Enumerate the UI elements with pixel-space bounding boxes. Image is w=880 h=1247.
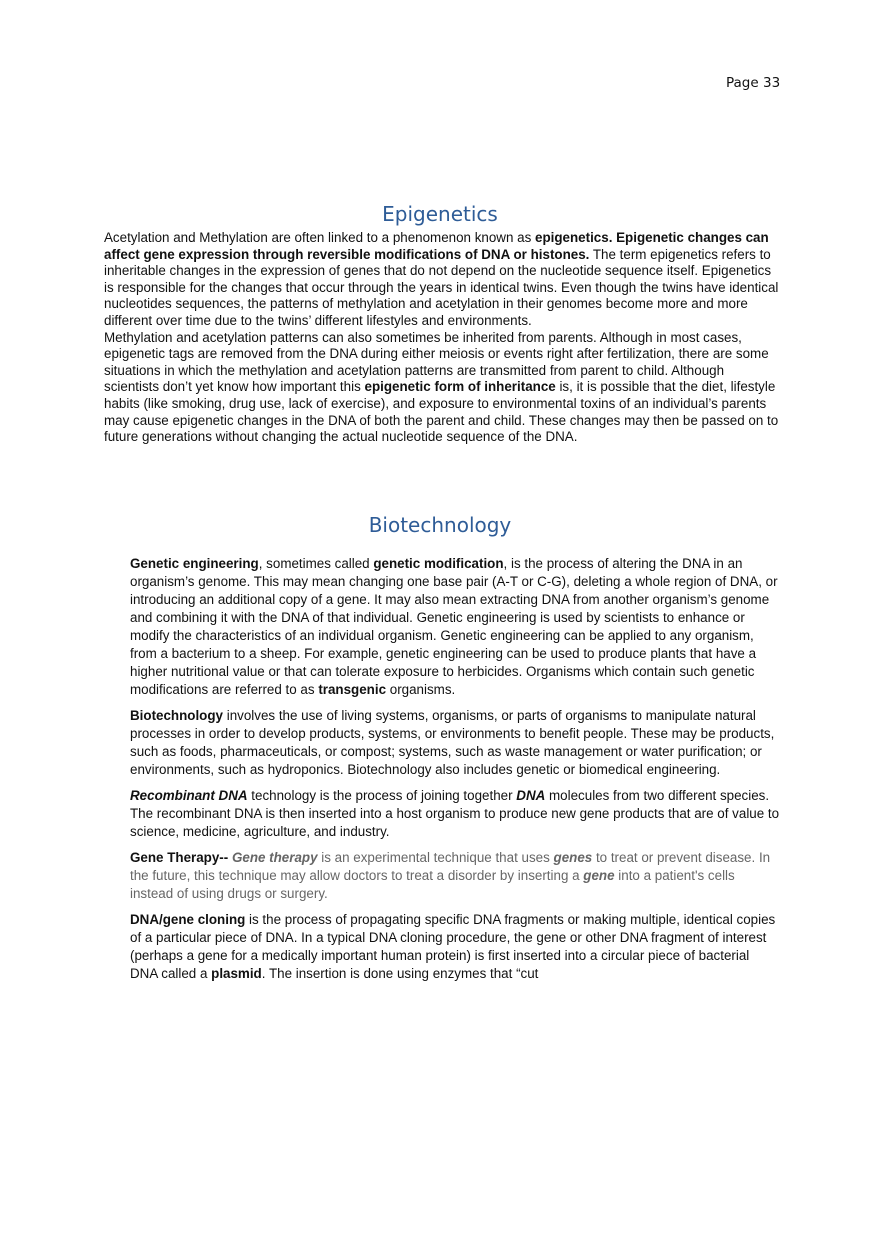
text-run: technology is the process of joining together: [247, 788, 517, 803]
bold-run: genetic modification: [373, 556, 504, 571]
text-run: is the process of propagating specific DNA fragments or making multiple, identical copies of a particular piece of DNA. In a typical DNA cloning procedure, the gene or other DNA fragment of interest (perhaps a gene for a medically important human protein) is first inserted into a circular piece of bacterial DNA called a: [130, 912, 776, 981]
text-run: is, it is possible that the diet, lifestyle habits (like smoking, drug use, lack of exercise), and exposure to environmental toxins of an individual’s parents may cause epigenetic changes in the DNA of both the parent and child. These changes may then be passed on to future generations without changing the actual nucleotide sequence of the DNA.: [104, 379, 779, 445]
text-run: involves the use of living systems, organisms, or parts of organisms to manipulate natural processes in order to develop products, systems, or environments to benefit people. These may be products, such as foods, pharmaceuticals, or compost; systems, such as waste management or water purification; or environments, such as hydroponics. Biotechnology also includes genetic or biomedical engineering.: [130, 708, 775, 777]
bold-run: DNA/gene cloning: [130, 912, 246, 927]
bold-italic-run: gene: [583, 868, 615, 883]
biotechnology-heading: Biotechnology: [368, 513, 512, 537]
text-run: . The insertion is done using enzymes that “cut: [261, 966, 539, 981]
biotechnology-paragraph: [130, 707, 780, 779]
epigenetics-paragraph-2: [104, 330, 780, 446]
bold-italic-run: genes: [553, 850, 593, 865]
bold-run: Genetic engineering: [130, 556, 259, 571]
text-run: Acetylation and Methylation are often linked to a phenomenon known as: [104, 230, 536, 245]
bold-run: epigenetics. Epigenetic changes can affect gene expression through reversible modifications of DNA or histones.: [104, 230, 769, 262]
text-run: molecules from two different species. The recombinant DNA is then inserted into a host organism to produce new gene products that are of value to science, medicine, agriculture, and industry.: [130, 788, 780, 839]
recombinant-dna-paragraph: [130, 787, 780, 841]
biotechnology-section: [130, 555, 780, 991]
text-run: , is the process of altering the DNA in an organism’s genome. This may mean changing one base pair (A-T or C-G), deleting a whole region of DNA, or introducing an additional copy of a gene. It may also mean extracting DNA from another organism’s genome and combining it with the DNA of that individual. Genetic engineering is used by scientists to enhance or modify the characteristics of an individual organism. Genetic engineering can be applied to any organism, from a bacterium to a sheep. For example, genetic engineering can be used to produce plants that have a higher nutritional value or that can tolerate exposure to herbicides. Organisms which contain such genetic modifications are referred to as: [130, 556, 778, 697]
bold-run: plasmid: [211, 966, 262, 981]
bold-italic-run: Recombinant DNA: [130, 788, 248, 803]
bold-run: transgenic: [318, 682, 387, 697]
bold-run: Biotechnology: [130, 708, 223, 723]
text-run: organisms.: [386, 682, 456, 697]
bold-run: Gene Therapy--: [130, 850, 232, 865]
page-number: Page 33: [726, 75, 781, 91]
text-run: to treat or prevent disease. In the future, this technique may allow doctors to treat a disorder by inserting a: [130, 850, 771, 883]
text-run: , sometimes called: [258, 556, 374, 571]
gene-therapy-paragraph: [130, 849, 780, 903]
text-run: into a patient's cells instead of using drugs or surgery.: [130, 868, 735, 901]
epigenetics-paragraph-1: [104, 230, 780, 330]
genetic-engineering-paragraph: [130, 555, 780, 699]
text-run: is an experimental technique that uses: [317, 850, 554, 865]
text-run: Methylation and acetylation patterns can also sometimes be inherited from parents. Although in most cases, epigenetic tags are removed from the DNA during either meiosis or events right after fertilization, there are some situations in which the methylation and acetylation patterns are transmitted from parent to child. Although scientists don’t yet know how important this: [104, 329, 769, 395]
bold-italic-run: Gene therapy: [231, 850, 318, 865]
bold-italic-run: DNA: [516, 788, 546, 803]
epigenetics-heading: Epigenetics: [382, 202, 498, 226]
epigenetics-section: [104, 230, 780, 446]
dna-cloning-paragraph: [130, 911, 780, 983]
text-run: The term epigenetics refers to inheritable changes in the expression of genes that do not depend on the nucleotide sequence itself. Epigenetics is responsible for the changes that occur through the years in identical twins. Even though the twins have identical nucleotides sequences, the patterns of methylation and acetylation in their genomes become more and more different over time due to the twins’ different lifestyles and environments.: [104, 246, 779, 328]
bold-run: epigenetic form of inheritance: [364, 379, 556, 395]
